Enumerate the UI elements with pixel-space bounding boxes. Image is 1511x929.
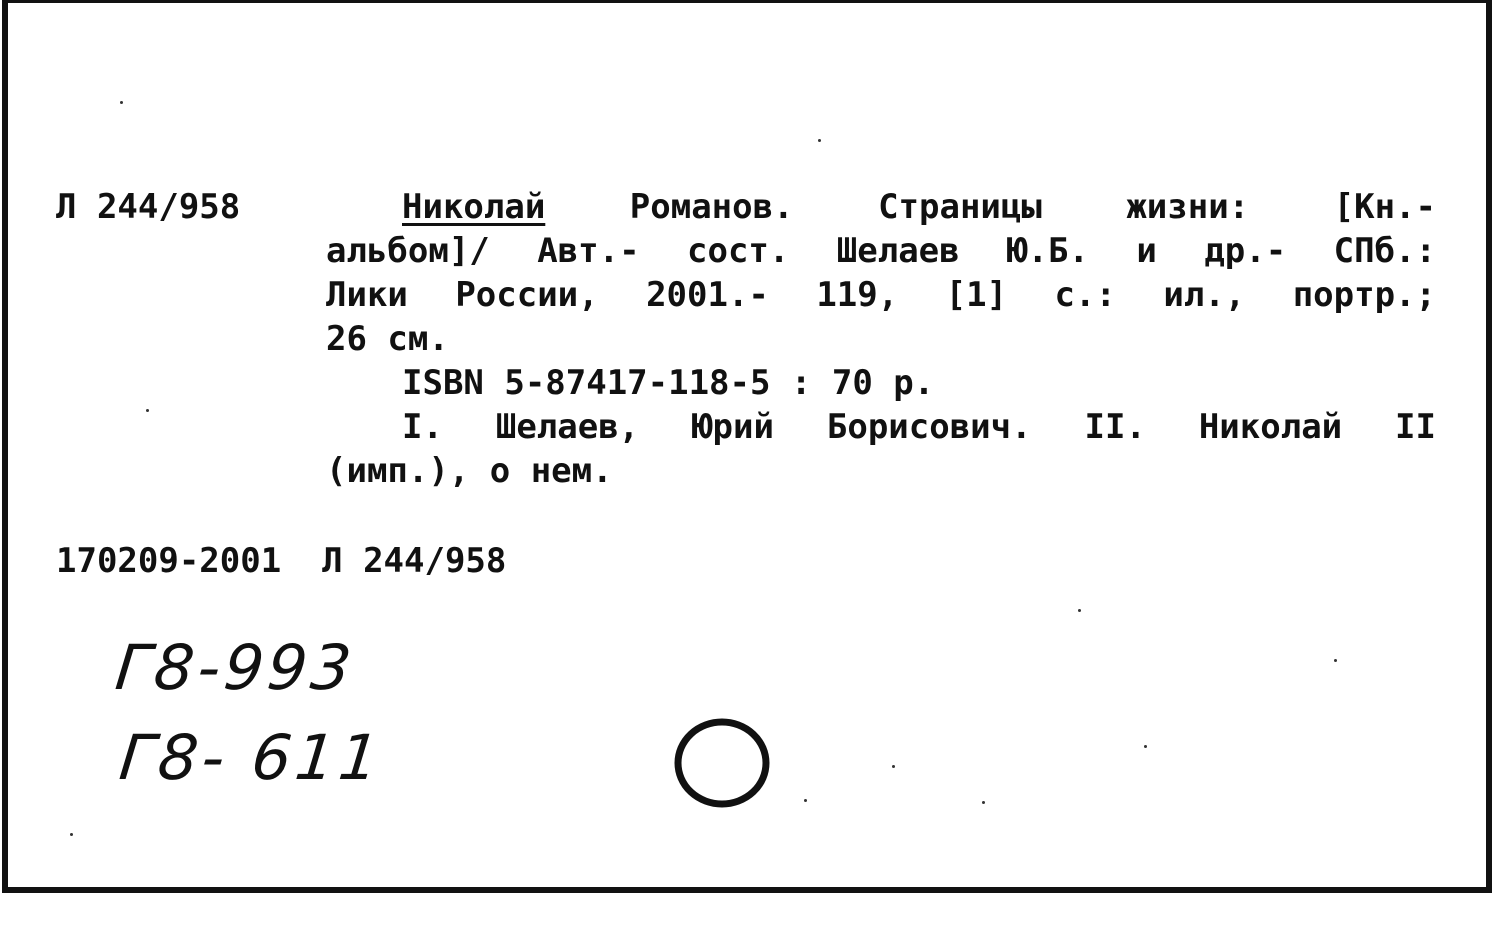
description-line-4: 26 см. (326, 319, 449, 359)
scan-speck (818, 139, 821, 142)
scan-speck (804, 799, 807, 802)
circle-stamp-mark (672, 715, 772, 811)
record-footer (56, 539, 506, 583)
scan-speck (1144, 745, 1147, 748)
handwritten-note-1: Г8-993 (112, 631, 359, 704)
scan-speck (1334, 659, 1337, 662)
scan-speck (146, 409, 149, 412)
record-number: 170209-2001 (56, 541, 282, 581)
title-rest: Романов. Страницы жизни: [Кн.- (545, 187, 1436, 227)
handwritten-note-2: Г8- 611 (116, 721, 387, 794)
bibliographic-description (326, 185, 1436, 493)
scan-speck (892, 765, 895, 768)
description-line-3: Лики России, 2001.- 119, [1] с.: ил., портр.; (326, 275, 1436, 315)
title-first-word: Николай (402, 187, 546, 227)
tracing-line-1: I. Шелаев, Юрий Борисович. II. Николай II (402, 407, 1436, 447)
scan-speck (120, 101, 123, 104)
scan-speck (70, 833, 73, 836)
catalog-card (2, 0, 1492, 893)
scan-speck (1078, 609, 1081, 612)
description-line-2: альбом]/ Авт.- сост. Шелаев Ю.Б. и др.- СПб.: (326, 231, 1436, 271)
tracing-line-2: (имп.), о нем. (326, 451, 613, 491)
isbn-line: ISBN 5-87417-118-5 : 70 р. (402, 363, 935, 403)
shelfmark-bottom: Л 244/958 (322, 541, 507, 581)
description-line-1 (326, 185, 1436, 229)
scan-speck (982, 801, 985, 804)
shelfmark-top: Л 244/958 (56, 187, 241, 227)
